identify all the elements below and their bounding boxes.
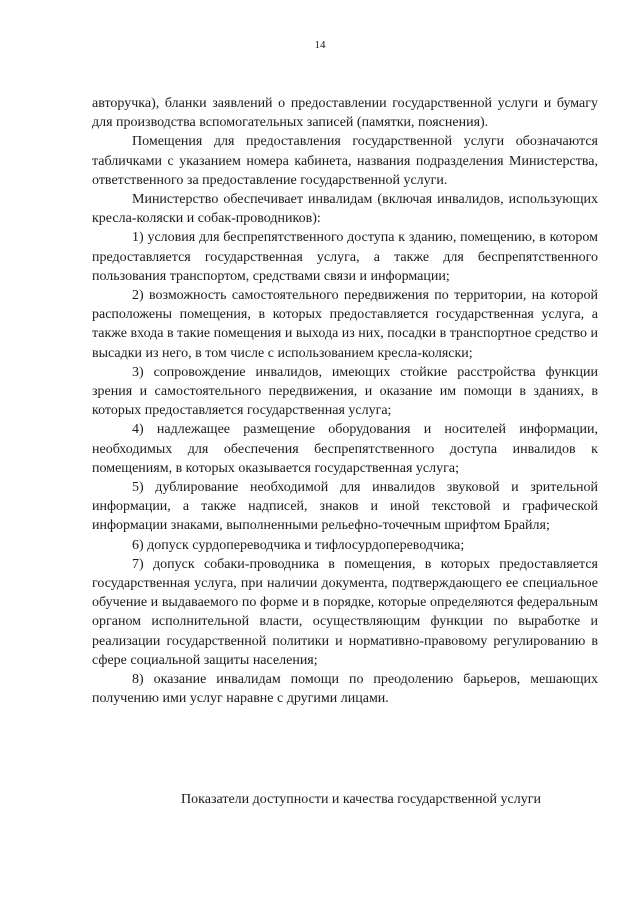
page-number: 14	[314, 39, 326, 51]
paragraph-2: Министерство обеспечивает инвалидам (включая инвалидов, использующих кресла-коляски и собак-проводников):	[92, 192, 598, 227]
paragraph-item-6: 6) допуск сурдопереводчика и тифлосурдопереводчика;	[132, 537, 465, 553]
section-heading: Показатели доступности и качества государственной услуги	[181, 792, 541, 807]
paragraph-1: Помещения для предоставления государственной услуги обозначаются табличками с указанием номера кабинета, названия подразделения Министерства, ответственного за предоставление государственной услуги.	[92, 134, 598, 188]
paragraph-item-4: 4) надлежащее размещение оборудования и носителей информации, необходимых для обеспечения беспрепятственного доступа инвалидов к помещениям, в которых оказывается государственная услуга;	[92, 422, 598, 476]
paragraph-item-1: 1) условия для беспрепятственного доступа к зданию, помещению, в котором предоставляется государственная услуга, а также для беспрепятственного пользования транспортом, средствами связи и информации;	[92, 230, 598, 284]
paragraph-item-3: 3) сопровождение инвалидов, имеющих стойкие расстройства функции зрения и самостоятельного передвижения, и оказание им помощи в зданиях, в которых предоставляется государственная услуга;	[92, 364, 598, 419]
paragraph-item-8: 8) оказание инвалидам помощи по преодолению барьеров, мешающих получению ими услуг наравне с другими лицами.	[92, 672, 598, 707]
paragraph-item-7: 7) допуск собаки-проводника в помещения, в которых предоставляется государственная услуга, при наличии документа, подтверждающего ее специальное обучение и выдаваемого по форме и в порядке, которые определяются федеральным органом исполнительной власти, осуществляющим функции по выработке и реализации государственной политики и нормативно-правовому регулированию в сфере социальной защиты населения;	[92, 556, 598, 668]
paragraph-item-5: 5) дублирование необходимой для инвалидов звуковой и зрительной информации, а также надписей, знаков и иной текстовой и графической информации знаками, выполненными рельефно-точечным шрифтом Брайля;	[92, 480, 598, 534]
paragraph-0: авторучка), бланки заявлений о предоставлении государственной услуги и бумагу для производства вспомогательных записей (памятки, пояснения).	[92, 96, 598, 131]
document-body	[92, 94, 598, 709]
paragraph-item-2: 2) возможность самостоятельного передвижения по территории, на которой расположены помещения, в которых предоставляется государственная услуга, а также входа в такие помещения и выхода из них, посадки в транспортное средство и высадки из него, в том числе с использованием кресла-коляски;	[92, 288, 598, 361]
